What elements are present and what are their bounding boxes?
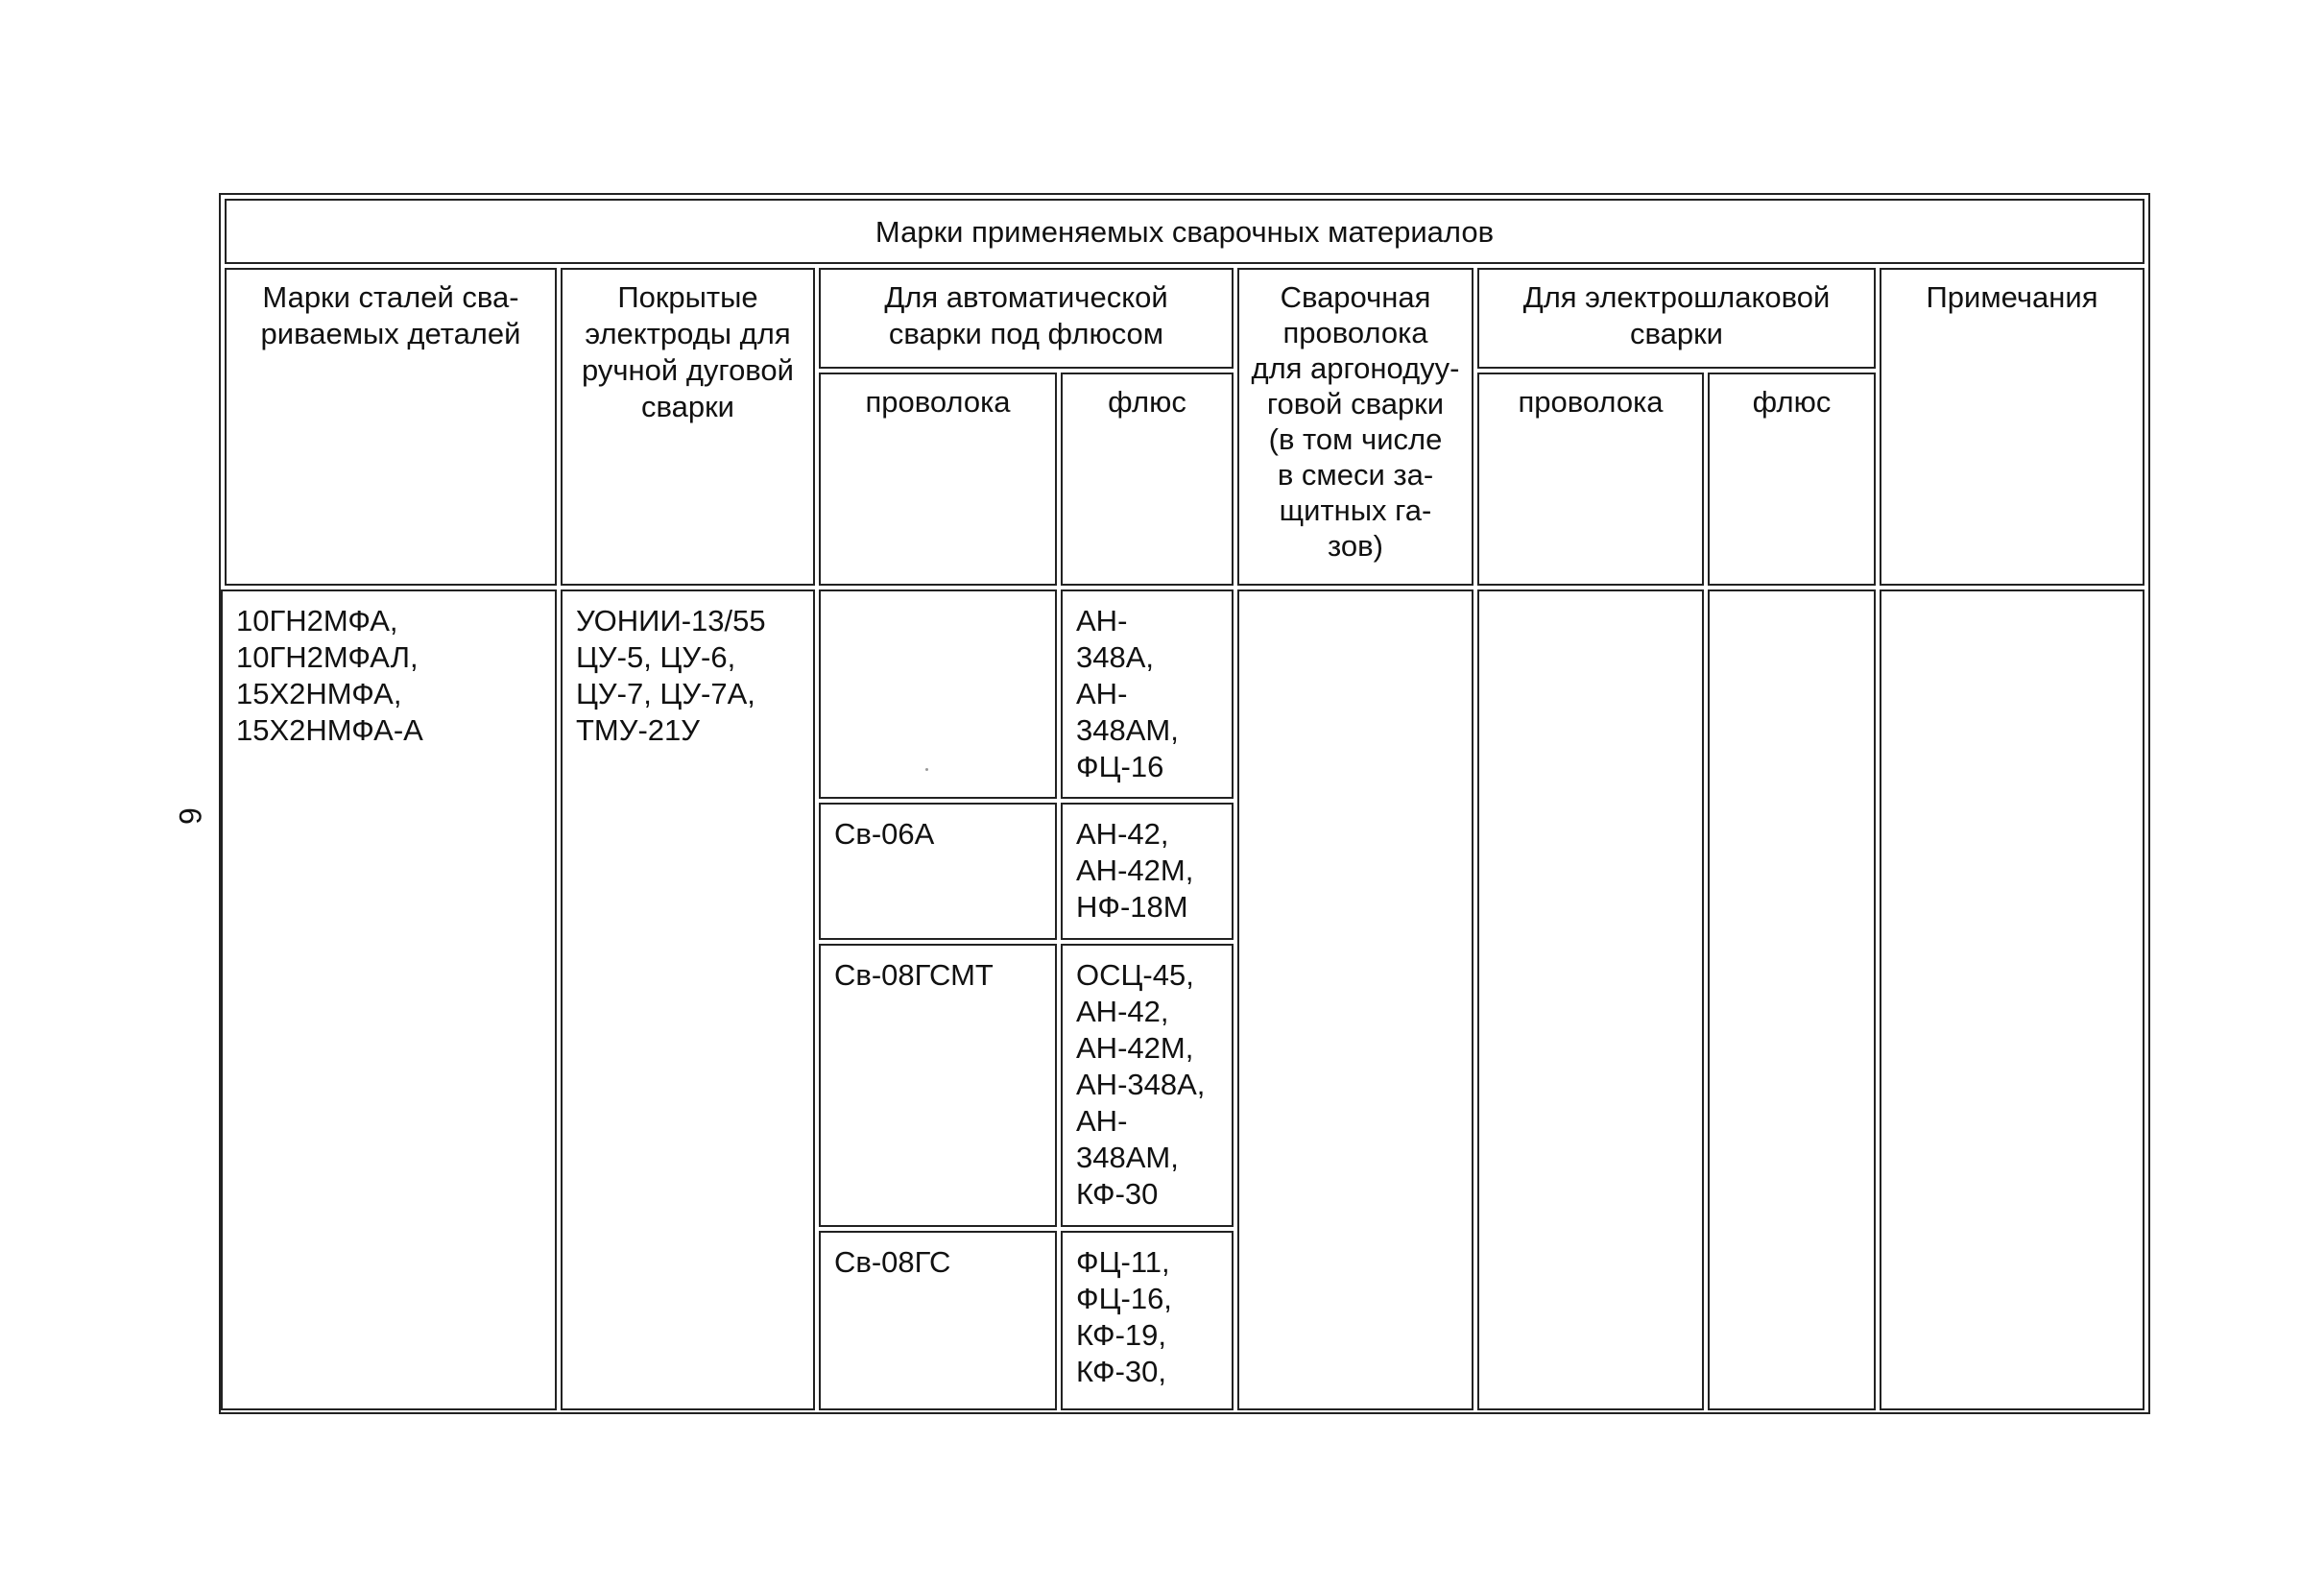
- electrode-grade: ТМУ-21У: [576, 713, 700, 747]
- cell-argon-wire: [1237, 589, 1473, 1410]
- header-electrodes-line-1: Покрытые: [617, 280, 758, 314]
- header-steel-grades-line-2: риваемых деталей: [260, 317, 521, 350]
- header-argon-wire: [1237, 268, 1473, 586]
- cell-electrodes: [561, 589, 815, 1410]
- electrode-grade: УОНИИ-13/55: [576, 604, 766, 637]
- steel-grade: 15Х2НМФА-А: [236, 713, 423, 747]
- header-argon-line-5: (в том числе: [1268, 422, 1443, 456]
- cell-auto-wire-3: Св-08ГСМТ: [819, 944, 1057, 1227]
- header-electroslag-wire: проволока: [1477, 373, 1704, 586]
- flux-grade: АН-348А,: [1076, 1068, 1206, 1101]
- header-argon-line-8: зов): [1328, 529, 1383, 563]
- header-argon-line-2: проволока: [1282, 316, 1428, 349]
- header-electroslag-flux: флюс: [1708, 373, 1876, 586]
- scan-speck: [925, 768, 928, 771]
- flux-grade: АН-42,: [1076, 995, 1169, 1028]
- cell-auto-wire-1: [819, 589, 1057, 799]
- cell-auto-flux-4: [1061, 1231, 1234, 1410]
- steel-grade: 15Х2НМФА,: [236, 677, 402, 710]
- header-auto-welding-line-1: Для автоматической: [884, 280, 1168, 314]
- flux-grade: ФЦ-16: [1076, 750, 1164, 783]
- header-steel-grades-line-1: Марки сталей сва-: [262, 280, 519, 314]
- header-auto-welding-line-2: сварки под флюсом: [888, 317, 1164, 350]
- flux-grade: ФЦ-16,: [1076, 1282, 1172, 1315]
- header-electrodes-line-4: сварки: [641, 390, 734, 423]
- steel-grade: 10ГН2МФА,: [236, 604, 398, 637]
- cell-auto-flux-1: [1061, 589, 1234, 799]
- header-electroslag-welding: [1477, 268, 1876, 369]
- header-argon-line-3: для аргонодуу-: [1251, 351, 1460, 385]
- flux-grade: ФЦ-11,: [1076, 1245, 1170, 1279]
- header-electroslag-line-2: сварки: [1630, 317, 1723, 350]
- header-electroslag-line-1: Для электрошлаковой: [1522, 280, 1831, 314]
- cell-electroslag-wire: [1477, 589, 1704, 1410]
- page-number: 6: [173, 807, 207, 825]
- header-argon-line-7: щитных га-: [1279, 493, 1432, 527]
- header-argon-line-1: Сварочная: [1280, 280, 1431, 314]
- flux-grade: АН-: [1076, 604, 1128, 637]
- steel-grade: 10ГН2МФАЛ,: [236, 640, 419, 674]
- flux-grade: КФ-30: [1076, 1177, 1159, 1211]
- flux-grade: КФ-19,: [1076, 1318, 1166, 1352]
- flux-grade: ОСЦ-45,: [1076, 958, 1194, 992]
- cell-auto-wire-2: Св-06А: [819, 803, 1057, 940]
- header-auto-welding: [819, 268, 1234, 369]
- flux-grade: 348А,: [1076, 640, 1155, 674]
- header-auto-wire: проволока: [819, 373, 1057, 586]
- flux-grade: 348АМ,: [1076, 1141, 1179, 1174]
- electrode-grade: ЦУ-5, ЦУ-6,: [576, 640, 736, 674]
- flux-grade: АН-: [1076, 1104, 1128, 1138]
- electrode-grade: ЦУ-7, ЦУ-7А,: [576, 677, 755, 710]
- flux-grade: КФ-30,: [1076, 1355, 1166, 1388]
- header-notes: Примечания: [1880, 268, 2144, 586]
- header-auto-flux: флюс: [1061, 373, 1234, 586]
- header-argon-line-6: в смеси за-: [1277, 458, 1434, 492]
- header-argon-line-4: говой сварки: [1266, 387, 1445, 421]
- flux-grade: АН-42М,: [1076, 854, 1194, 887]
- cell-auto-flux-3: [1061, 944, 1234, 1227]
- cell-notes: [1880, 589, 2144, 1410]
- cell-auto-flux-2: [1061, 803, 1234, 940]
- flux-grade: АН-42М,: [1076, 1031, 1194, 1065]
- flux-grade: НФ-18М: [1076, 890, 1188, 924]
- header-electrodes-line-2: электроды для: [585, 317, 791, 350]
- table-title: Марки применяемых сварочных материалов: [225, 199, 2144, 264]
- flux-grade: АН-: [1076, 677, 1128, 710]
- header-steel-grades: [225, 268, 557, 586]
- header-coated-electrodes: [561, 268, 815, 586]
- cell-auto-wire-4: Св-08ГС: [819, 1231, 1057, 1410]
- cell-steel-grades: [221, 589, 557, 1410]
- flux-grade: АН-42,: [1076, 817, 1169, 851]
- header-electrodes-line-3: ручной дуговой: [582, 353, 794, 387]
- cell-electroslag-flux: [1708, 589, 1876, 1410]
- flux-grade: 348АМ,: [1076, 713, 1179, 747]
